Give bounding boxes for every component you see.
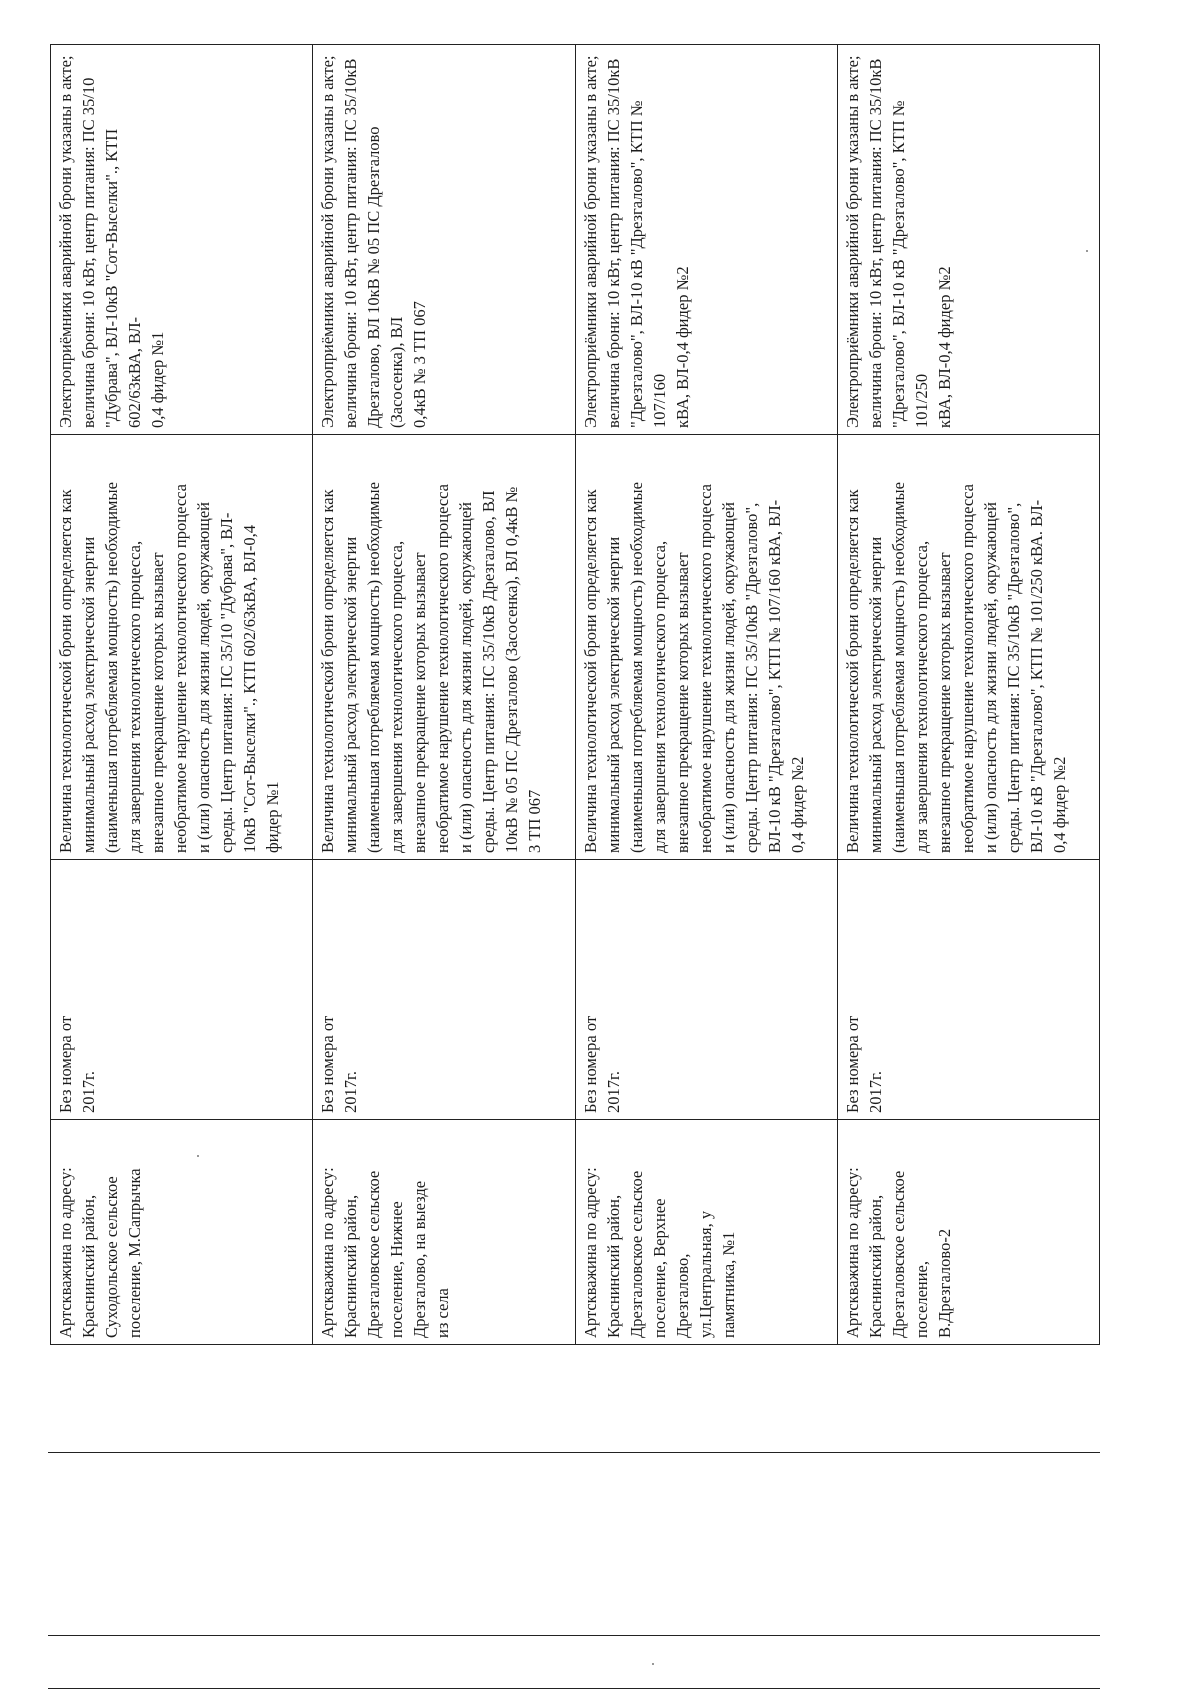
rotated-table-wrapper <box>50 45 1100 1345</box>
address-cell: Артскважина по адресу: Краснинский район, Дрезгаловское сельское поселение, Нижнее Дрезгалово, на выезде из села <box>313 1120 575 1345</box>
emergency-reserve-cell: Электроприёмники аварийной брони указаны в акте; величина брони: 10 кВт, центр питания: ПС 35/10кВ Дрезгалово, ВЛ 10кВ № 05 ПС Дрезгалово (Засосенка), ВЛ 0,4кВ № 3 ТП 067 <box>313 45 575 435</box>
ruled-line <box>48 1688 1100 1689</box>
table-row <box>51 45 313 1345</box>
table-row <box>837 45 1099 1345</box>
document-cell: Без номера от 2017г. <box>51 860 313 1120</box>
emergency-reserve-table <box>50 44 1100 1345</box>
document-cell: Без номера от 2017г. <box>575 860 837 1120</box>
scan-speck <box>197 1155 199 1157</box>
emergency-reserve-cell: Электроприёмники аварийной брони указаны в акте; величина брони: 10 кВт, центр питания: ПС 35/10кВ "Дрезгалово", ВЛ-10 кВ "Дрезгалово", КТП № 101/250 кВА, ВЛ-0,4 фидер №2 <box>837 45 1099 435</box>
emergency-reserve-cell: Электроприёмники аварийной брони указаны в акте; величина брони: 10 кВт, центр питания: ПС 35/10кВ "Дрезгалово", ВЛ-10 кВ "Дрезгалово", КТП № 107/160 кВА, ВЛ-0,4 фидер №2 <box>575 45 837 435</box>
tech-reserve-cell: Величина технологической брони определяется как минимальный расход электрической энергии (наименьшая потребляемая мощность) необходимые для завершения технологического процесса, внезапное прекращение которых вызывает необратимое нарушение технологического процесса и (или) опасность для жизни людей, окружающей среды. Центр питания: ПС 35/10кВ Дрезгалово, ВЛ 10кВ № 05 ПС Дрезгалово (Засосенка), ВЛ 0,4кВ № 3 ТП 067 <box>313 435 575 860</box>
emergency-reserve-cell: Электроприёмники аварийной брони указаны в акте; величина брони: 10 кВт, центр питания: ПС 35/10 "Дубрава", ВЛ-10кВ "Сот-Выселки"., КТП 602/63кВА, ВЛ- 0,4 фидер №1 <box>51 45 313 435</box>
ruled-line <box>48 1452 1100 1453</box>
tech-reserve-cell: Величина технологической брони определяется как минимальный расход электрической энергии (наименьшая потребляемая мощность) необходимые для завершения технологического процесса, внезапное прекращение которых вызывает необратимое нарушение технологического процесса и (или) опасность для жизни людей, окружающей среды. Центр питания: ПС 35/10кВ "Дрезгалово", ВЛ-10 кВ "Дрезгалово", КТП № 101/250 кВА. ВЛ- 0,4 фидер №2 <box>837 435 1099 860</box>
tech-reserve-cell: Величина технологической брони определяется как минимальный расход электрической энергии (наименьшая потребляемая мощность) необходимые для завершения технологического процесса, внезапное прекращение которых вызывает необратимое нарушение технологического процесса и (или) опасность для жизни людей, окружающей среды. Центр питания: ПС 35/10кВ "Дрезгалово", ВЛ-10 кВ "Дрезгалово", КТП № 107/160 кВА, ВЛ- 0,4 фидер №2 <box>575 435 837 860</box>
scan-speck <box>652 1663 654 1665</box>
tech-reserve-cell: Величина технологической брони определяется как минимальный расход электрической энергии (наименьшая потребляемая мощность) необходимые для завершения технологического процесса, внезапное прекращение которых вызывает необратимое нарушение технологического процесса и (или) опасность для жизни людей, окружающей среды. Центр питания: ПС 35/10 "Дубрава", ВЛ- 10кВ "Сот-Выселки"., КТП 602/63кВА, ВЛ-0,4 фидер №1 <box>51 435 313 860</box>
document-cell: Без номера от 2017г. <box>837 860 1099 1120</box>
table-row <box>313 45 575 1345</box>
address-cell: Артскважина по адресу: Краснинский район, Суходольское сельское поселение, М.Сапрычка <box>51 1120 313 1345</box>
ruled-line <box>48 1635 1100 1636</box>
scan-speck <box>1086 250 1088 252</box>
document-cell: Без номера от 2017г. <box>313 860 575 1120</box>
address-cell: Артскважина по адресу: Краснинский район, Дрезгаловское сельское поселение, Верхнее Дрезгалово, ул.Центральная, у памятника, №1 <box>575 1120 837 1345</box>
table-row <box>575 45 837 1345</box>
address-cell: Артскважина по адресу: Краснинский район, Дрезгаловское сельское поселение, В.Дрезгалово-2 <box>837 1120 1099 1345</box>
